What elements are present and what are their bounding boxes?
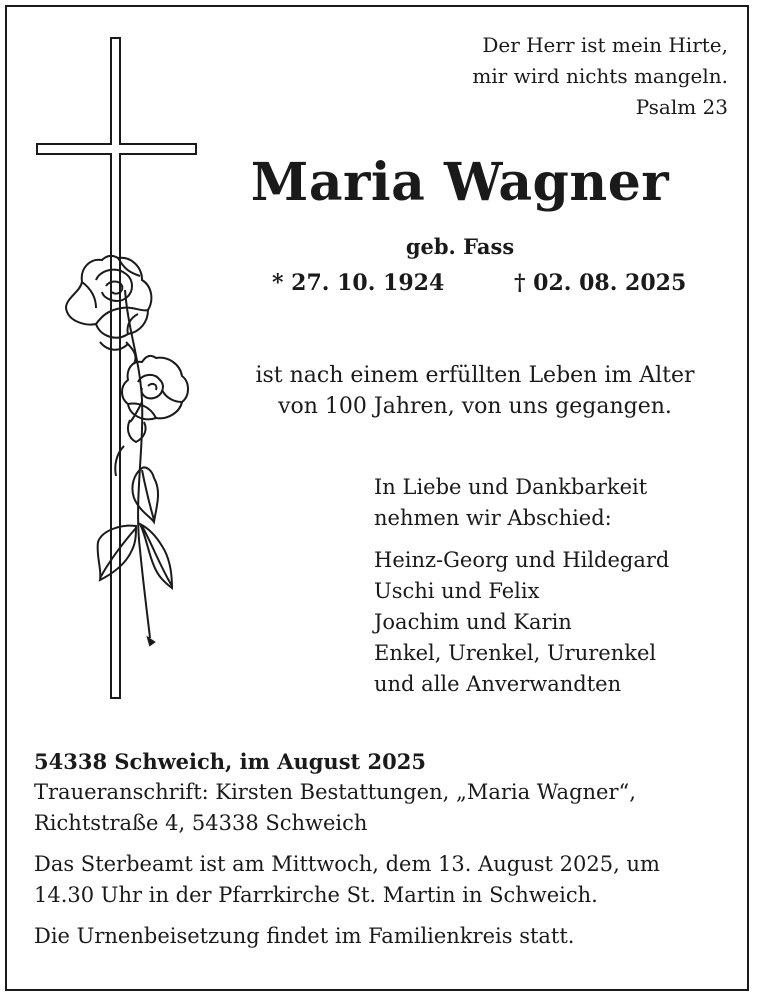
cross-with-roses-icon [30, 30, 210, 710]
location-date: 54338 Schweich, im August 2025 [34, 749, 426, 774]
death-date: † 02. 08. 2025 [514, 270, 687, 296]
urn-burial-text: Die Urnenbeisetzung findet im Familienkreis statt. [34, 924, 575, 948]
psalm-line-2: mir wird nichts mangeln. [472, 64, 728, 88]
mourner-item: Enkel, Urenkel, Ururenkel [374, 641, 657, 665]
psalm-quote [472, 30, 728, 123]
service-line-2: 14.30 Uhr in der Pfarrkirche St. Martin in Schweich. [34, 883, 598, 907]
deceased-name: Maria Wagner [250, 152, 670, 213]
life-statement [210, 360, 740, 422]
farewell-line-1: In Liebe und Dankbarkeit [374, 475, 648, 499]
farewell-line-2: nehmen wir Abschied: [374, 506, 612, 530]
birth-date: * 27. 10. 1924 [272, 270, 445, 296]
rose-upper-icon [66, 256, 151, 364]
life-line-2: von 100 Jahren, von uns gegangen. [278, 394, 672, 419]
rose-leaves-icon [98, 402, 172, 588]
mourner-item: und alle Anverwandten [374, 672, 622, 696]
funeral-details [34, 746, 734, 952]
psalm-source: Psalm 23 [635, 95, 728, 119]
address-line-1: Traueranschrift: Kirsten Bestattungen, „Maria Wagner“, [34, 780, 636, 804]
mourner-item: Joachim und Karin [374, 610, 572, 634]
service-line-1: Das Sterbeamt ist am Mittwoch, dem 13. August 2025, um [34, 852, 660, 876]
address-line-2: Richtstraße 4, 54338 Schweich [34, 811, 368, 835]
rose-lower-icon [122, 356, 188, 442]
farewell-text [374, 472, 647, 534]
mourner-item: Uschi und Felix [374, 579, 540, 603]
psalm-line-1: Der Herr ist mein Hirte, [482, 33, 728, 57]
life-line-1: ist nach einem erfüllten Leben im Alter [255, 363, 695, 388]
birth-name: geb. Fass [405, 234, 515, 259]
mourners-list [374, 545, 669, 700]
mourner-item: Heinz-Georg und Hildegard [374, 548, 670, 572]
